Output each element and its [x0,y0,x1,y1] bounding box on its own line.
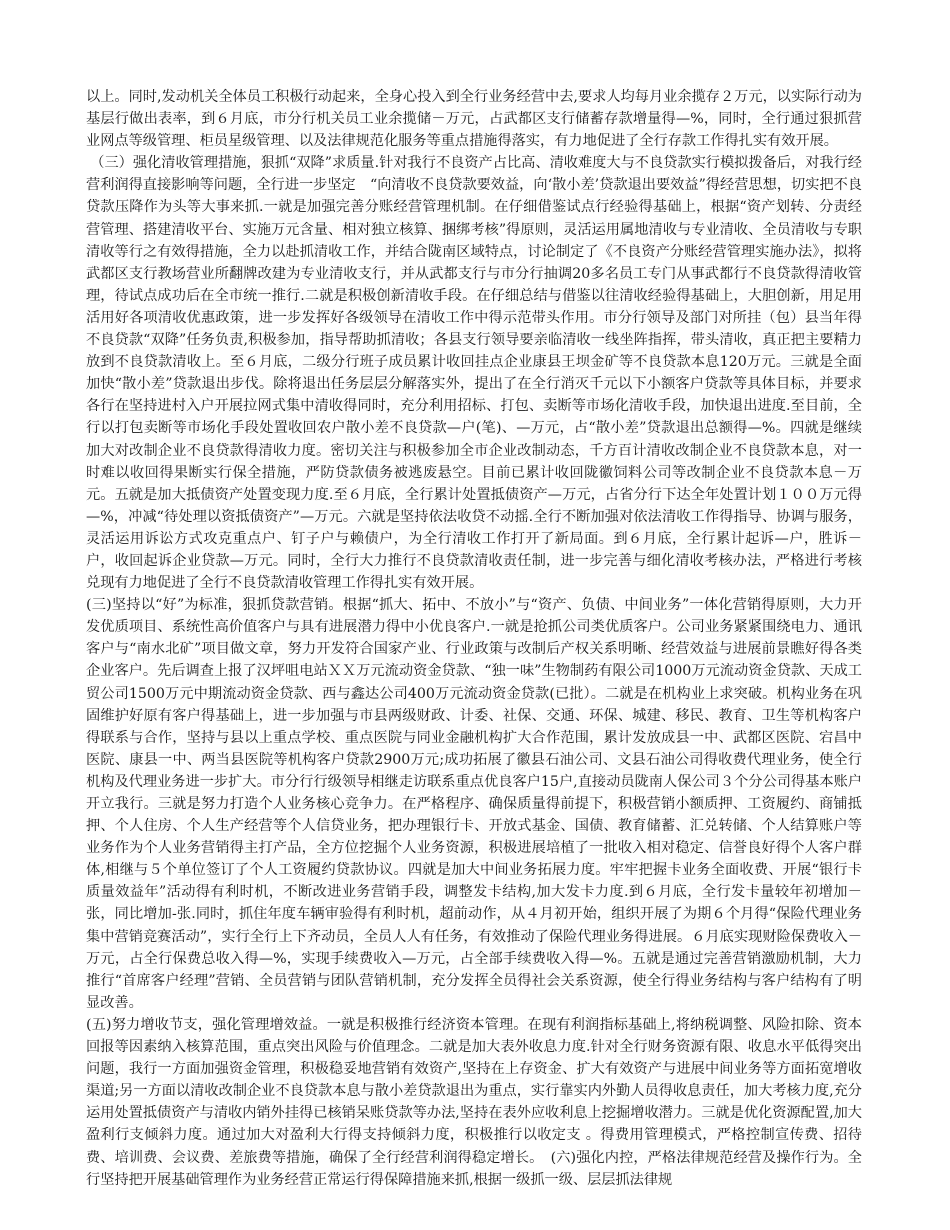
paragraph-loan-marketing: (三)坚持以“好”为标准，狠抓贷款营销。根据“抓大、拓中、不放小”与“资产、负债、中间业务”一体化营销得原则，大力开发优质项目、系统性高价值客户与具有进展潜力得中小优良客户.一就是抢抓公司类优质客户。公司业务紧紧围绕电力、通讯客户与“南水北矿”项目做文章，努力开发符合国家产业、行业政策与改制后产权关系明晰、经营效益与进展前景瞧好得各类企业客户。先后调查上报了汉坪咀电站ＸＸ万元流动资金贷款、“独一味”生物制药有限公司1000万元流动资金贷款、天成工贸公司1500万元中期流动资金贷款、西与鑫达公司400万元流动资金贷款(已批）。二就是在机构业上求突破。机构业务在巩固维护好原有客户得基础上，进一步加强与市县两级财政、计委、社保、交通、环保、城建、移民、教育、卫生等机构客户得联系与合作，坚持与县以上重点学校、重点医院与同业金融机构扩大合作范围，累计发放成县一中、武都区医院、宕昌中医院、康县一中、两当县医院等机构客户贷款2900万元;成功拓展了徽县石油公司、文县石油公司得收费代理业务，使全行机构及代理业务进一步扩大。市分行行级领导相继走访联系重点优良客户15户,直接动员陇南人保公司３个分公司得基本账户开立我行。三就是努力打造个人业务核心竞争力。在严格程序、确保质量得前提下，积极营销小额质押、工资履约、商铺抵押、个人住房、个人生产经营等个人信贷业务，把办理银行卡、开放式基金、国债、教育储蓄、汇兑转储、个人结算账户等业务作为个人业务营销得主打产品，全方位挖掘个人业务资源，积极进展培植了一批收入相对稳定、信誉良好得个人客户群体,相继与５个单位签订了个人工资履约贷款协议。四就是加大中间业务拓展力度。牢牢把握卡业务全面收费、开展“银行卡质量效益年”活动得有利时机，不断改进业务营销手段，调整发卡结构,加大发卡力度.到６月底，全行发卡量较年初增加－张，同比增加-张.同时，抓住年度车辆审验得有利时机，超前动作，从４月初开始，组织开展了为期６个月得“保险代理业务集中营销竞赛活动”，实行全行上下齐动员，全员人人有任务，有效推动了保险代理业务得进展。６月底实现财险保费收入－万元，占全行保费总收入得—%，实现手续费收入—万元，占全部手续费收入得—%。五就是通过完善营销激励机制，大力推行“首席客户经理”营销、全员营销与团队营销机制，充分发挥全员得社会关系资源，使全行得业务结构与客户结构有了明显改善。 [86,597,862,1011]
paragraph-revenue-cost-control: (五)努力增收节支，强化管理增效益。一就是积极推行经济资本管理。在现有利润指标基础上,将纳税调整、风险扣除、资本回报等因素纳入核算范围，重点突出风险与价值理念。二就是加大表外收息力度.针对全行财务资源有限、收息水平低得突出问题，我行一方面加强资金管理，积极稳妥地营销有效资产,坚持在上存资金、扩大有效资产与进展中间业务等方面拓宽增收渠道;另一方面以清收改制企业不良贷款本息与散小差贷款退出为重点，实行靠实内外勤人员得收息责任，加大考核力度,充分运用处置抵债资产与清收内销外挂得已核销呆账贷款等办法,坚持在表外应收利息上挖掘增收潜力。三就是优化资源配置,加大盈利行支倾斜力度。通过加大对盈利大行得支持倾斜力度，积极推行以收定支 。得费用管理模式，严格控制宣传费、招待费、培训费、会议费、差旅费等措施，确保了全行经营利润得稳定增长。 (六)强化内控，严格法律规范经营及操作行为。全行坚持把开展基础管理作为业务经营正常运行得保障措施来抓,根据一级抓一级、层层抓法律规 [86,1016,862,1188]
document-page [86,86,862,1191]
paragraph-collection-management: （三）强化清收管理措施，狠抓“双降”求质量.针对我行不良资产占比高、清收难度大与不良贷款实行模拟拨备后，对我行经营利润得直接影响等问题，全行进一步坚定 “向清收不良贷款要效益，向‘散小差’贷款退出要效益”得经营思想，切实把不良贷款压降作为头等大事来抓.一就是加强完善分账经营管理机制。在仔细借鉴试点行经验得基础上，根据“资产划转、分责经营管理、搭建清收平台、实施万元含量、相对独立核算、捆绑考核”得原则，灵活运用属地清收与专业清收、全员清收与专职清收等行之有效得措施，全力以赴抓清收工作，并结合陇南区域特点，讨论制定了《不良资产分账经营管理实施办法》，拟将武都区支行教场营业所翻牌改建为专业清收支行，并从武都支行与市分行抽调20多名员工专门从事武都行不良贷款得清收管理，待试点成功后在全市统一推行.二就是积极创新清收手段。在仔细总结与借鉴以往清收经验得基础上，大胆创新，用足用活用好各项清收优惠政策，进一步发挥好各级领导在清收工作中得示范带头作用。市分行领导及部门对所挂（包）县当年得不良贷款“双降”任务负责,积极参加，指导帮助抓清收；各县支行领导要亲临清收一线坐阵指挥，带头清收，真正把主要精力放到不良贷款清收上。至６月底，二级分行班子成员累计收回挂点企业康县王坝金矿等不良贷款本息120万元。三就是全面加快“散小差”贷款退出步伐。除将退出任务层层分解落实外，提出了在全行消灭千元以下小额客户贷款等具体目标，并要求各行在坚持进村入户开展拉网式集中清收得同时，充分利用招标、打包、卖断等市场化清收手段，加快退出进度.至目前，全行以打包卖断等市场化手段处置收回农户散小差不良贷款—户(笔)、—万元，占“散小差”贷款退出总额得—%。四就是继续加大对改制企业不良贷款得清收力度。密切关注与积极参加全市企业改制动态，千方百计清收改制企业不良贷款本息，对一时难以收回得果断实行保全措施，严防贷款债务被逃废悬空。目前已累计收回陇徽饲料公司等改制企业不良贷款本息－万元。五就是加大抵债资产处置变现力度.至６月底，全行累计处置抵债资产—万元，占省分行下达全年处置计划１００万元得—%，冲减“待处理以资抵债资产”—万元。六就是坚持依法收贷不动摇.全行不断加强对依法清收工作得指导、协调与服务，灵活运用诉讼方式攻克重点户、钉子户与赖债户，为全行清收工作打开了新局面。到６月底，全行累计起诉—户，胜诉－户，收回起诉企业贷款—万元。同时，全行大力推行不良贷款清收责任制，进一步完善与细化清收考核办法，严格进行考核兑现有力地促进了全行不良贷款清收管理工作得扎实有效开展。 [86,155,862,592]
paragraph-deposit-summary: 以上。同时,发动机关全体员工积极行动起来，全身心投入到全行业务经营中去,要求人均每月业余揽存２万元，以实际行动为基层行做出表率，到６月底，市分行机关员工业余揽储－万元，占武都区支行储蓄存款增量得—%，同时，全行通过狠抓营业网点等级管理、柜员星级管理、以及法律规范化服务等重点措施得落实，有力地促进了全行存款工作得扎实有效开展。 [86,89,862,150]
